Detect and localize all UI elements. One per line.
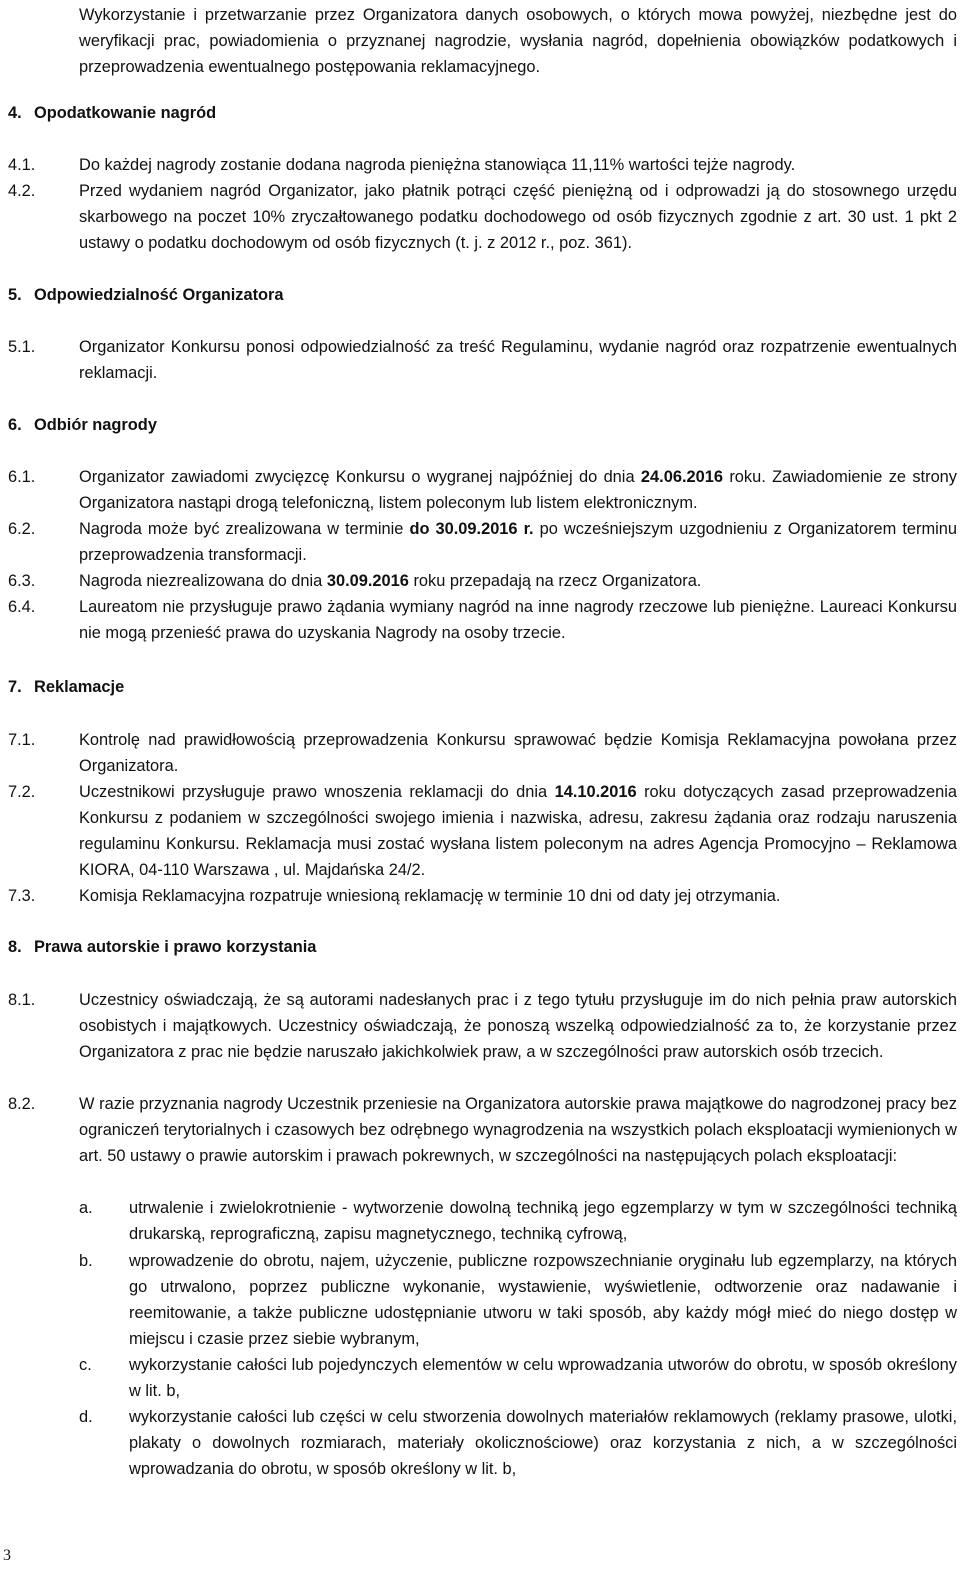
sub-item-a: [79, 1195, 957, 1247]
clause-text-part: Uczestnikowi przysługuje prawo wnoszenia reklamacji do dnia: [79, 783, 555, 801]
sub-item-b: [79, 1248, 957, 1352]
clause-text: Laureatom nie przysługuje prawo żądania wymiany nagród na inne nagrody rzeczowe lub pieniężne. Laureaci Konkursu nie mogą przenieść prawa do uzyskania Nagrody na osoby trzecie.: [79, 598, 957, 642]
sub-item-letter: c.: [79, 1356, 92, 1374]
clause-number: 6.4.: [8, 598, 36, 616]
clause-text: [79, 516, 957, 568]
section-title: Reklamacje: [34, 678, 125, 696]
clause-number: 7.2.: [8, 783, 36, 801]
page-number: 3: [3, 1547, 11, 1564]
section-title: Prawa autorskie i prawo korzystania: [34, 938, 317, 956]
section-6-heading: [8, 412, 908, 438]
section-4-heading: [8, 100, 908, 126]
clause-text: [79, 779, 957, 883]
clause-6-3: [8, 568, 957, 594]
clause-text: W razie przyznania nagrody Uczestnik przeniesie na Organizatora autorskie prawa majątkowe do nagrodzonej pracy bez ograniczeń terytorialnych i czasowych bez odrębnego wynagrodzenia na wszystkich polach eksploatacji wymienionych w art. 50 ustawy o prawie autorskim i prawach pokrewnych, w szczególności na następujących polach eksploatacji:: [79, 1095, 957, 1165]
section-number: 5.: [8, 286, 22, 304]
clause-4-1: [8, 152, 957, 178]
section-number: 6.: [8, 416, 22, 434]
clause-7-3: [8, 883, 957, 909]
sub-item-text: wprowadzenie do obrotu, najem, użyczenie, publiczne rozpowszechnianie oryginału lub egzemplarzy, na których go utrwalono, poprzez publiczne wykonanie, wystawienie, wyświetlenie, odtworzenie oraz nadawanie i reemitowanie, a także publiczne udostępnianie utworu w taki sposób, aby każdy mógł mieć do niego dostęp w miejscu i czasie przez siebie wybranym,: [129, 1252, 957, 1348]
clause-number: 8.2.: [8, 1095, 36, 1113]
clause-4-2: [8, 178, 957, 256]
clause-number: 5.1.: [8, 338, 36, 356]
sub-item-letter: d.: [79, 1408, 93, 1426]
clause-text-part: Nagroda może być zrealizowana w terminie: [79, 520, 410, 538]
sub-item-letter: a.: [79, 1199, 93, 1217]
clause-number: 7.1.: [8, 731, 36, 749]
deadline-date: 14.10.2016: [554, 783, 637, 801]
clause-text: Organizator Konkursu ponosi odpowiedzialność za treść Regulaminu, wydanie nagród oraz rozpatrzenie ewentualnych reklamacji.: [79, 338, 957, 382]
clause-text: [79, 568, 957, 594]
deadline-date: 30.09.2016: [326, 572, 409, 590]
sub-item-c: [79, 1352, 957, 1404]
clause-text-part: roku przepadają na rzecz Organizatora.: [408, 572, 702, 590]
clause-text-part: roku. Zawiadomienie ze strony Organizatora nastąpi drogą telefoniczną, listem poleconym lub listem elektronicznym.: [79, 468, 957, 512]
clause-text: [79, 464, 957, 516]
clause-6-2: [8, 516, 957, 568]
clause-text-part: Nagroda niezrealizowana do dnia: [79, 572, 327, 590]
clause-text: Do każdej nagrody zostanie dodana nagroda pieniężna stanowiąca 11,11% wartości tejże nagrody.: [79, 156, 796, 174]
clause-number: 6.1.: [8, 468, 36, 486]
sub-item-text: wykorzystanie całości lub pojedynczych elementów w celu wprowadzania utworów do obrotu, w sposób określony w lit. b,: [129, 1356, 957, 1400]
clause-number: 6.2.: [8, 520, 36, 538]
sub-item-text: utrwalenie i zwielokrotnienie - wytworzenie dowolną techniką jego egzemplarzy w tym w szczególności techniką drukarską, reprograficzną, zapisu magnetycznego, techniką cyfrową,: [129, 1199, 957, 1243]
clause-text-part: po wcześniejszym uzgodnieniu z Organizatorem terminu przeprowadzenia transformacji.: [79, 520, 957, 564]
clause-number: 7.3.: [8, 887, 36, 905]
clause-7-2: [8, 779, 957, 883]
clause-5-1: [8, 334, 957, 386]
section-title: Odpowiedzialność Organizatora: [34, 286, 284, 304]
sub-item-d: [79, 1404, 957, 1482]
clause-6-1: [8, 464, 957, 516]
section-number: 4.: [8, 104, 22, 122]
section-title: Odbiór nagrody: [34, 416, 157, 434]
clause-number: 8.1.: [8, 991, 36, 1009]
section-7-heading: [8, 674, 908, 700]
deadline-date: do 30.09.2016 r.: [409, 520, 534, 538]
clause-number: 4.1.: [8, 156, 36, 174]
section-number: 8.: [8, 938, 22, 956]
section-5-heading: [8, 282, 908, 308]
clause-text: Kontrolę nad prawidłowością przeprowadzenia Konkursu sprawować będzie Komisja Reklamacyjna powołana przez Organizatora.: [79, 731, 957, 775]
clause-8-1: [8, 987, 957, 1065]
clause-number: 4.2.: [8, 182, 36, 200]
deadline-date: 24.06.2016: [640, 468, 723, 486]
section-8-heading: [8, 934, 908, 960]
sub-item-text: wykorzystanie całości lub części w celu stworzenia dowolnych materiałów reklamowych (reklamy prasowe, ulotki, plakaty o dowolnych rozmiarach, materiały okolicznościowe) oraz korzystania z nich, a w szczególności wprowadzania do obrotu, w sposób określony w lit. b,: [129, 1408, 957, 1478]
clause-6-4: [8, 594, 957, 646]
section-title: Opodatkowanie nagród: [34, 104, 217, 122]
clause-number: 6.3.: [8, 572, 36, 590]
clause-text: Przed wydaniem nagród Organizator, jako płatnik potrąci część pieniężną od i odprowadzi ją do stosownego urzędu skarbowego na poczet 10% zryczałtowanego podatku dochodowego od osób fizycznych zgodnie z art. 30 ust. 1 pkt 2 ustawy o podatku dochodowym od osób fizycznych (t. j. z 2012 r., poz. 361).: [79, 182, 957, 252]
section-number: 7.: [8, 678, 22, 696]
intro-paragraph: Wykorzystanie i przetwarzanie przez Organizatora danych osobowych, o których mowa powyżej, niezbędne jest do weryfikacji prac, powiadomienia o przyznanej nagrodzie, wysłania nagród, dopełnienia obowiązków podatkowych i przeprowadzenia ewentualnego postępowania reklamacyjnego.: [79, 6, 957, 76]
clause-7-1: [8, 727, 957, 779]
clause-text-part: Organizator zawiadomi zwycięzcę Konkursu o wygranej najpóźniej do dnia: [79, 468, 641, 486]
clause-text-part: roku dotyczących zasad przeprowadzenia Konkursu z podaniem w szczególności swojego imienia i nazwiska, adresu, zakresu żądania oraz rodzaju naruszenia regulaminu Konkursu. Reklamacja musi zostać wysłana listem poleconym na adres Agencja Promocyjno – Reklamowa KIORA, 04-110 Warszawa , ul. Majdańska 24/2.: [79, 783, 957, 879]
clause-text: Komisja Reklamacyjna rozpatruje wniesioną reklamację w terminie 10 dni od daty jej otrzymania.: [79, 887, 781, 905]
clause-text: Uczestnicy oświadczają, że są autorami nadesłanych prac i z tego tytułu przysługuje im do nich pełnia praw autorskich osobistych i majątkowych. Uczestnicy oświadczają, że ponoszą wszelką odpowiedzialność za to, że korzystanie przez Organizatora z prac nie będzie naruszało jakichkolwiek praw, a w szczególności praw autorskich osób trzecich.: [79, 991, 957, 1061]
clause-8-2: [8, 1091, 957, 1169]
sub-item-letter: b.: [79, 1252, 93, 1270]
